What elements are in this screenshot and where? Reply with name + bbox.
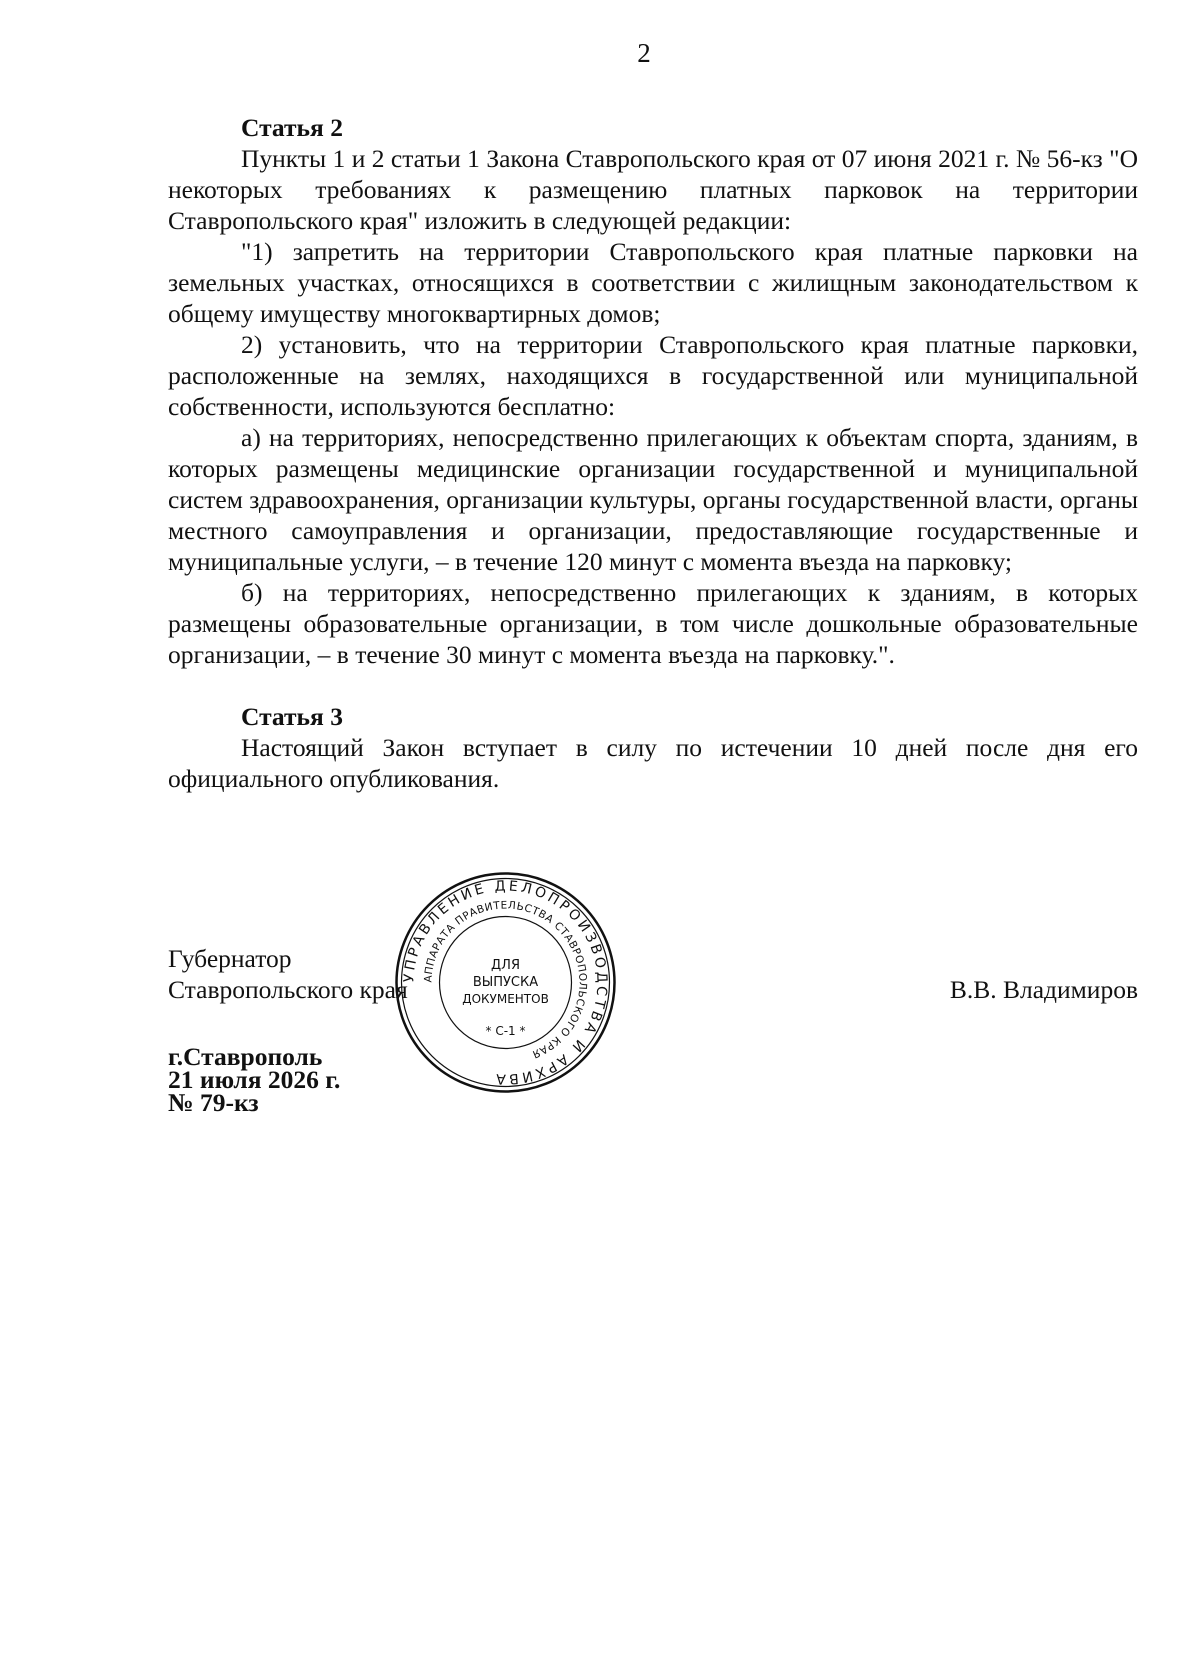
official-seal-stamp xyxy=(393,870,618,1095)
article-2-paragraph-1: Пункты 1 и 2 статьи 1 Закона Ставропольского края от 07 июня 2021 г. № 56-кз "О некоторых требованиях к размещению платных парковок на территории Ставропольского края" изложить в следующей редакции: xyxy=(168,144,1138,235)
article-2-paragraph-2: "1) запретить на территории Ставропольского края платные парковки на земельных участках, относящихся в соответствии с жилищным законодательством к общему имуществу многоквартирных домов; xyxy=(168,237,1138,328)
seal-center-line-2: ВЫПУСКА xyxy=(472,975,539,990)
law-number: № 79-кз xyxy=(168,1088,259,1117)
document-body xyxy=(168,112,1138,794)
seal-outer-text: УПРАВЛЕНИЕ ДЕЛОПРОИЗВОДСТВА И АРХИВА xyxy=(401,878,610,1087)
signer-title-line-1: Губернатор xyxy=(168,944,292,973)
article-2-paragraph-4: а) на территориях, непосредственно прилегающих к объектам спорта, зданиям, в которых размещены медицинские организации государственной и муниципальной систем здравоохранения, организации культуры, органы государственной власти, органы местного самоуправления и организации, предоставляющие государственные и муниципальные услуги, – в течение 120 минут с момента въезда на парковку; xyxy=(168,423,1138,576)
seal-bottom-code: * С-1 * xyxy=(485,1024,526,1038)
seal-center-line-1: ДЛЯ xyxy=(491,958,520,973)
signer-title xyxy=(168,943,408,1005)
place-date-block xyxy=(168,1042,341,1117)
signer-name: В.В. Владимиров xyxy=(949,975,1138,1004)
seal-center-line-3: ДОКУМЕНТОВ xyxy=(462,992,549,1006)
page-number: 2 xyxy=(637,38,651,68)
article-2-paragraph-5: б) на территориях, непосредственно прилегающих к зданиям, в которых размещены образовательные организации, в том числе дошкольные образовательные организации, – в течение 30 минут с момента въезда на парковку.". xyxy=(168,578,1138,669)
article-2-heading: Статья 2 xyxy=(241,113,343,142)
city: г.Ставрополь xyxy=(168,1042,323,1071)
article-3-paragraph-1: Настоящий Закон вступает в силу по истечении 10 дней после дня его официального опубликования. xyxy=(168,733,1138,793)
spacer xyxy=(168,670,1138,701)
article-2-paragraph-3: 2) установить, что на территории Ставропольского края платные парковки, расположенные на землях, находящихся в государственной или муниципальной собственности, используются бесплатно: xyxy=(168,330,1138,421)
article-3-heading: Статья 3 xyxy=(241,702,343,731)
seal-inner-text: АППАРАТА ПРАВИТЕЛЬСТВА СТАВРОПОЛЬСКОГО КРАЯ xyxy=(422,899,589,1061)
law-date: 21 июля 2026 г. xyxy=(168,1065,341,1094)
signer-title-line-2: Ставропольского края xyxy=(168,975,408,1004)
